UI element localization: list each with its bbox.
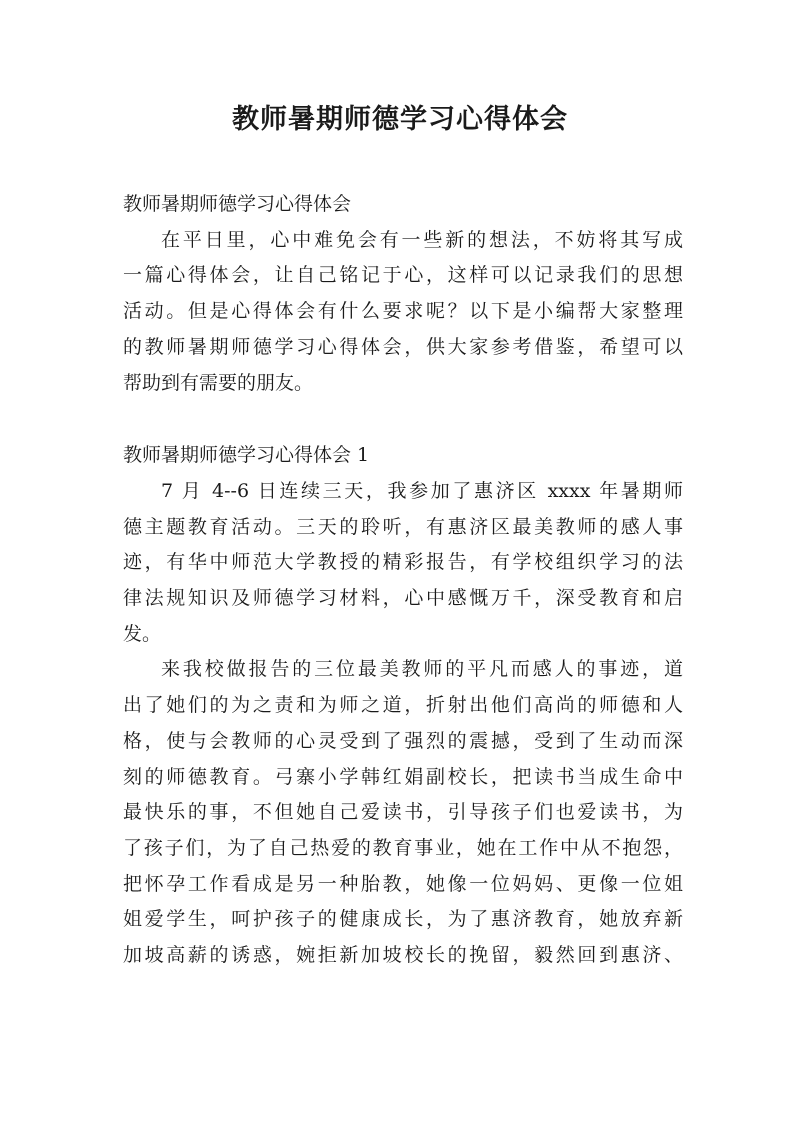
paragraph-line: 把怀孕工作看成是另一种胎教，她像一位妈妈、更像一位姐 bbox=[123, 872, 683, 895]
section-1-heading-text: 教师暑期师德学习心得体会 1 bbox=[123, 444, 370, 467]
document-body bbox=[123, 187, 683, 974]
paragraph-line: 迹，有华中师范大学教授的精彩报告，有学校组织学习的法 bbox=[123, 551, 683, 574]
intro-heading-text: 教师暑期师德学习心得体会 bbox=[123, 193, 352, 215]
paragraph-line: 出了她们的为之责和为师之道，折射出他们高尚的师德和人 bbox=[123, 694, 683, 717]
paragraph-line: 律法规知识及师德学习材料，心中感慨万千，深受教育和启 bbox=[123, 587, 683, 610]
paragraph-line: 活动。但是心得体会有什么要求呢？以下是小编帮大家整理 bbox=[123, 300, 683, 323]
document-title: 教师暑期师德学习心得体会 bbox=[232, 104, 568, 135]
paragraph-line: 了孩子们，为了自己热爱的教育事业，她在工作中从不抱怨， bbox=[123, 836, 683, 859]
paragraph-line: 姐爱学生，呵护孩子的健康成长，为了惠济教育，她放弃新 bbox=[123, 908, 683, 931]
paragraph-line: 的教师暑期师德学习心得体会，供大家参考借鉴，希望可以 bbox=[123, 335, 683, 358]
section-1-paragraph-2 bbox=[123, 652, 683, 973]
paragraph-line: 刻的师德教育。弓寨小学韩红娟副校长，把读书当成生命中 bbox=[123, 765, 683, 788]
paragraph-line: 在平日里，心中难免会有一些新的想法，不妨将其写成 bbox=[161, 228, 683, 251]
paragraph-line: 格，使与会教师的心灵受到了强烈的震撼，受到了生动而深 bbox=[123, 729, 683, 752]
paragraph-line: 德主题教育活动。三天的聆听，有惠济区最美教师的感人事 bbox=[123, 515, 683, 538]
paragraph-line: 来我校做报告的三位最美教师的平凡而感人的事迹，道 bbox=[161, 658, 683, 681]
section-1-paragraph-1 bbox=[123, 474, 683, 653]
paragraph-line: 帮助到有需要的朋友。 bbox=[123, 371, 314, 394]
paragraph-line: 7 月 4--6 日连续三天，我参加了惠济区 xxxx 年暑期师 bbox=[161, 479, 683, 502]
section-1-heading bbox=[123, 438, 683, 474]
paragraph-line: 一篇心得体会，让自己铭记于心，这样可以记录我们的思想 bbox=[123, 264, 683, 287]
intro-heading bbox=[123, 187, 683, 223]
intro-paragraph bbox=[123, 223, 683, 402]
paragraph-line: 最快乐的事，不但她自己爱读书，引导孩子们也爱读书，为 bbox=[123, 801, 683, 824]
paragraph-line: 加坡高薪的诱惑，婉拒新加坡校长的挽留，毅然回到惠济、 bbox=[123, 944, 683, 967]
paragraph-line: 发。 bbox=[123, 622, 162, 645]
